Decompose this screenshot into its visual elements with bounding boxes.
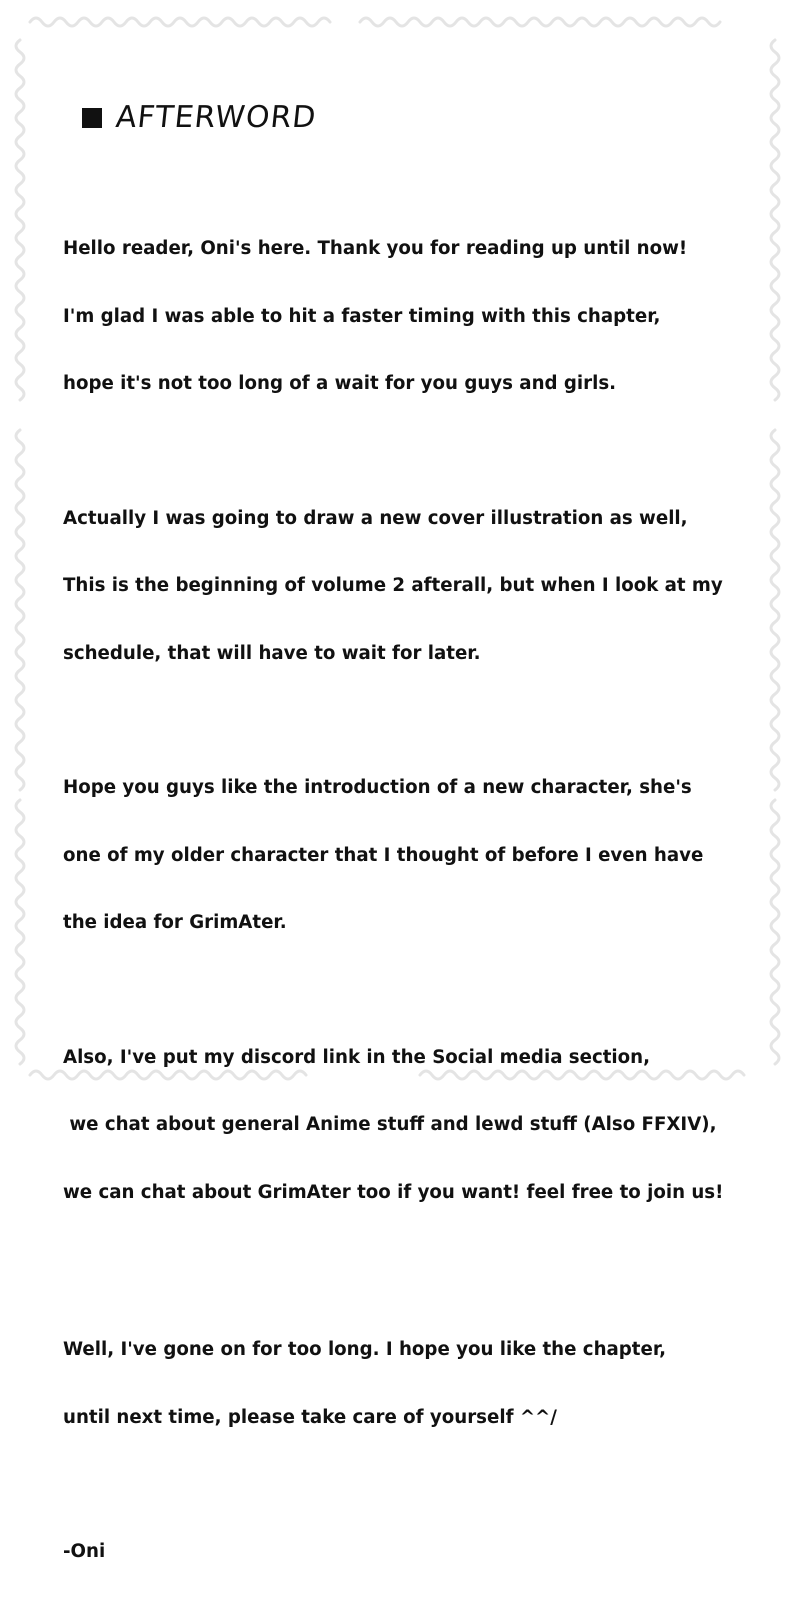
text-line: Hello reader, Oni's here. Thank you for reading up until now! [63, 238, 688, 259]
signature [63, 1496, 753, 1609]
text-line: Actually I was going to draw a new cover illustration as well, [63, 507, 688, 529]
paragraph-character [63, 732, 753, 980]
text-line: one of my older character that I thought of before I even have [63, 844, 704, 866]
afterword-heading [82, 100, 319, 135]
page-title: AFTERWORD [114, 100, 319, 135]
text-line: hope it's not too long of a wait for you guys and girls. [63, 373, 617, 394]
text-line: Hope you guys like the introduction of a new character, she's [63, 777, 692, 798]
text-line: This is the beginning of volume 2 afterall, but when I look at my [63, 575, 723, 596]
paragraph-cover [63, 463, 753, 711]
paragraph-greeting [63, 193, 753, 441]
afterword-body [63, 193, 753, 1609]
text-line: Well, I've gone on for too long. I hope you like the chapter, [63, 1339, 667, 1360]
text-line: we can chat about GrimAter too if you want! feel free to join us! [63, 1181, 724, 1203]
text-line: I'm glad I was able to hit a faster timing with this chapter, [63, 305, 661, 327]
text-line: schedule, that will have to wait for later. [63, 642, 481, 664]
paragraph-discord [63, 1002, 753, 1250]
text-line: we chat about general Anime stuff and lewd stuff (Also FFXIV), [63, 1114, 717, 1135]
filled-square-bullet-icon [82, 108, 102, 128]
text-line: until next time, please take care of yourself ^^/ [63, 1406, 557, 1428]
text-line: Also, I've put my discord link in the Social media section, [63, 1046, 651, 1068]
paragraph-closing [63, 1294, 753, 1474]
text-line: the idea for GrimAter. [63, 912, 287, 933]
text-line: -Oni [63, 1541, 106, 1562]
